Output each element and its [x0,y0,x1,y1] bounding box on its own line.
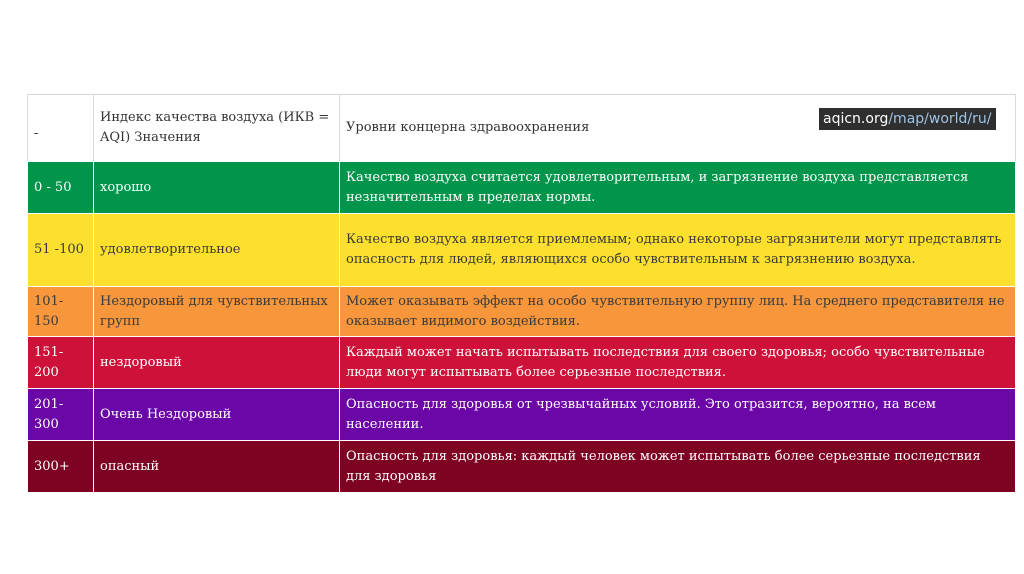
table-row-unhealthy [28,337,1016,389]
source-domain: aqicn.org [823,111,889,127]
aqi-table [27,94,1016,493]
level-cell: Очень Нездоровый [94,389,340,441]
level-cell: Нездоровый для чувствительных групп [94,287,340,337]
level-cell: опасный [94,441,340,493]
table-row-very-unhealthy [28,389,1016,441]
description-cell: Может оказывать эффект на особо чувствительную группу лиц. На среднего представителя не оказывает видимого воздействия. [340,287,1016,337]
range-cell: 151-200 [28,337,94,389]
description-cell: Каждый может начать испытывать последствия для своего здоровья; особо чувствительные люди могут испытывать более серьезные последствия. [340,337,1016,389]
range-cell: 51 -100 [28,214,94,287]
header-health-concern: Уровни концерна здравоохранения [340,95,1016,162]
table-row-hazardous [28,441,1016,493]
header-aqi-values: Индекс качества воздуха (ИКВ = AQI) Значения [94,95,340,162]
description-cell: Качество воздуха считается удовлетворительным, и загрязнение воздуха представляется незначительным в пределах нормы. [340,162,1016,214]
table-row-good [28,162,1016,214]
description-cell: Качество воздуха является приемлемым; однако некоторые загрязнители могут представлять опасность для людей, являющихся особо чувствительным к загрязнению воздуха. [340,214,1016,287]
level-cell: удовлетворительное [94,214,340,287]
level-cell: нездоровый [94,337,340,389]
source-path: /map/world/ru/ [888,111,992,127]
level-cell: хорошо [94,162,340,214]
range-cell: 300+ [28,441,94,493]
table-row-unhealthy-sensitive [28,287,1016,337]
header-dash: - [28,95,94,162]
range-cell: 101-150 [28,287,94,337]
range-cell: 201-300 [28,389,94,441]
description-cell: Опасность для здоровья: каждый человек может испытывать более серьезные последствия для здоровья [340,441,1016,493]
table-row-moderate [28,214,1016,287]
range-cell: 0 - 50 [28,162,94,214]
source-url-badge [819,108,996,130]
description-cell: Опасность для здоровья от чрезвычайных условий. Это отразится, вероятно, на всем населении. [340,389,1016,441]
